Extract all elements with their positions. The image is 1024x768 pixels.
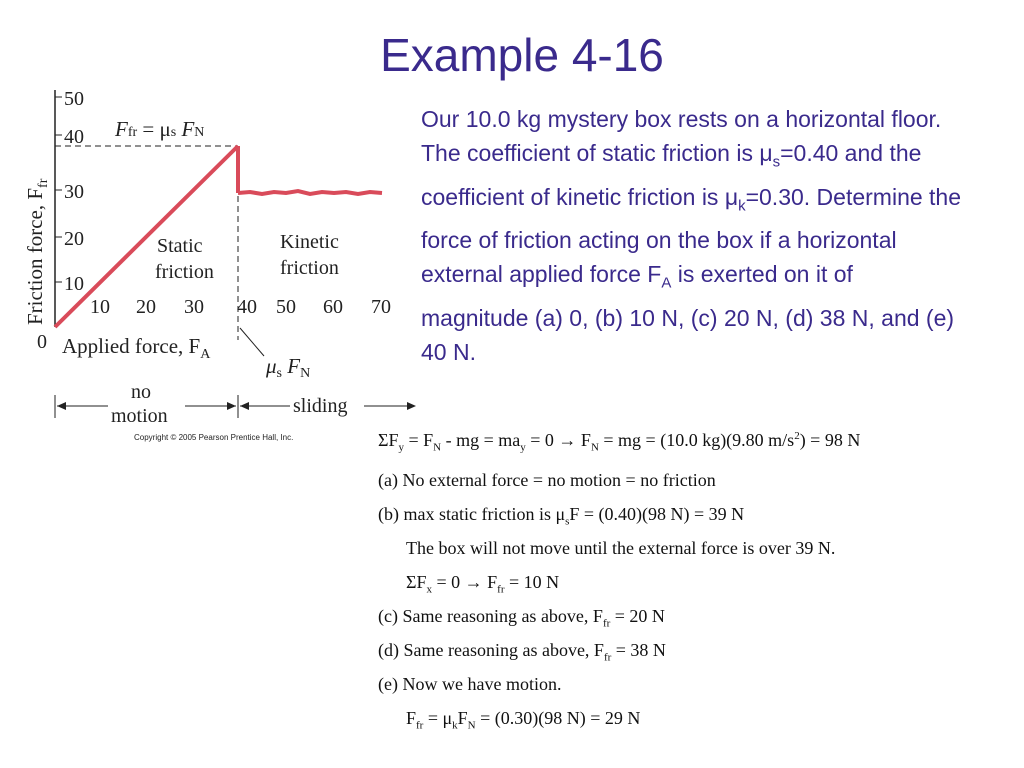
y-tick-label: 40	[64, 126, 84, 148]
sliding-arrowhead	[240, 402, 249, 410]
y-tick-label: 50	[64, 88, 84, 110]
x-tick-label: 60	[323, 296, 343, 318]
problem-text-1: Our 10.0 kg mystery box rests on a horizontal floor. The coefficient of static friction is μ	[421, 106, 942, 166]
y-tick-label: 30	[64, 181, 84, 203]
x-tick-label: 20	[136, 296, 156, 318]
problem-text-4: is exerted on it of magnitude (a) 0, (b) 10 N, (c) 20 N, (d) 38 N, and (e) 40 N.	[421, 261, 955, 365]
x-axis-label: Applied force, $F_A$	[62, 334, 211, 362]
y-tick-label: 20	[64, 228, 84, 250]
no-motion-label: motion	[111, 405, 168, 427]
mu-label: μs FN	[266, 354, 311, 381]
static-friction-label: Static	[157, 235, 203, 257]
x-tick-label: 30	[184, 296, 204, 318]
x-tick-label: 70	[371, 296, 391, 318]
solution-line-6: (c) Same reasoning as above, $F_{fr} = 20$ N	[378, 606, 665, 630]
solution-line-9: $F_{fr} = \mu_kF_N = (0.30)(98$ N) = 29 N	[406, 708, 641, 732]
y-tick-label: 10	[64, 273, 84, 295]
solution-line-1: $\Sigma F_y = F_N$ - mg = $ma_y = 0 \to F_N$ = mg = (10.0 kg)(9.80 $m/s^2) = 98$ N	[378, 430, 861, 454]
problem-sub-s: s	[772, 153, 781, 171]
sliding-arrowhead	[407, 402, 416, 410]
solution-line-2: (a) No external force = no motion = no friction	[378, 470, 716, 490]
no-motion-arrowhead	[227, 402, 236, 410]
x-tick-label: 40	[237, 296, 257, 318]
copyright: Copyright © 2005 Pearson Prentice Hall, Inc.	[134, 433, 294, 442]
y-axis-label-sub: fr	[36, 178, 51, 188]
x-tick-label: 50	[276, 296, 296, 318]
slide-title: Example 4-16	[380, 29, 664, 81]
problem-statement	[421, 102, 961, 369]
y-axis-label: Friction force, $F_{fr}$	[23, 178, 51, 325]
friction-graph	[0, 80, 420, 450]
problem-sub-a: A	[661, 274, 672, 292]
mu-pointer-line	[240, 328, 264, 356]
problem-text-3: =0.30. Determine the force of friction acting on the box if a horizontal external applied force F	[421, 183, 962, 288]
kinetic-friction-label: friction	[280, 257, 339, 279]
origin-label: 0	[37, 331, 47, 353]
no-motion-label: no	[131, 381, 151, 403]
solution-line-8: (e) Now we have motion.	[378, 674, 562, 694]
kinetic-friction-line	[238, 191, 382, 194]
graph-equation: Ffr = μs FN	[115, 117, 205, 141]
solution-line-4: The box will not move until the external force is over 39 N.	[406, 538, 836, 558]
solution-line-5: $\Sigma F_x = 0 \to F_{fr} = 10$ N	[406, 572, 560, 596]
solution-line-3: (b) max static friction is $\mu_sF = (0.40)(98$ N) = 39 N	[378, 504, 745, 528]
no-motion-arrowhead	[57, 402, 66, 410]
kinetic-friction-label: Kinetic	[280, 231, 339, 253]
solution-line-7: (d) Same reasoning as above, $F_{fr} = 38$ N	[378, 640, 666, 664]
problem-sub-k: k	[738, 197, 746, 215]
x-tick-label: 10	[90, 296, 110, 318]
problem-text-2: =0.40 and the coefficient of kinetic friction is μ	[421, 140, 922, 210]
static-friction-label: friction	[155, 261, 214, 283]
sliding-label: sliding	[293, 395, 348, 417]
